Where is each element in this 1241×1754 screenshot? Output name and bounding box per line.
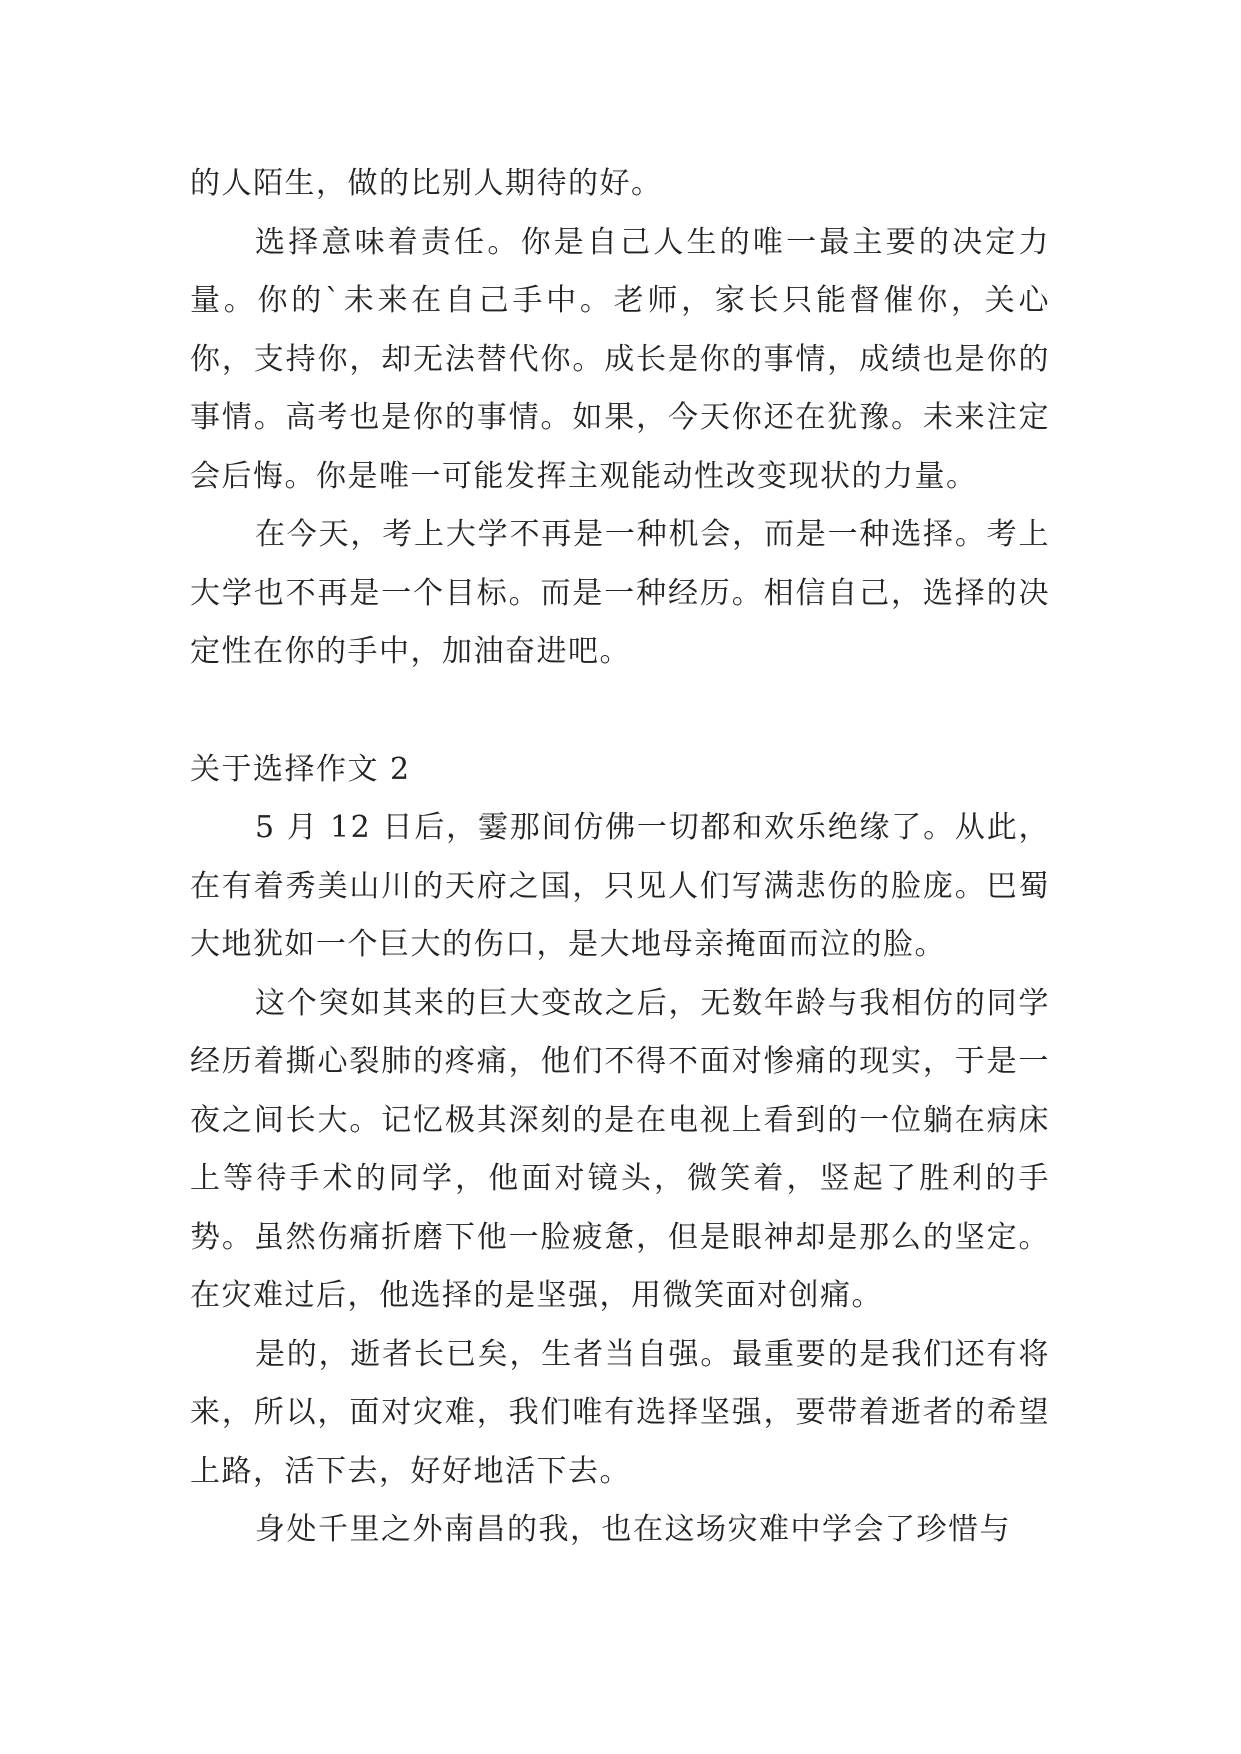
paragraph-continuation: 的人陌生，做的比别人期待的好。 xyxy=(190,166,663,201)
paragraph-responsibility: 选择意味着责任。你是自己人生的唯一最主要的决定力量。你的`未来在自己手中。老师，家长只能督催你，关心你，支持你，却无法替代你。成长是你的事情，成绩也是你的事情。高考也是你的事情。如果，今天你还在犹豫。未来注定会后悔。你是唯一可能发挥主观能动性改变现状的力量。 xyxy=(190,224,1050,494)
section-title: 关于选择作文 2 xyxy=(190,751,411,787)
paragraph-classmates: 这个突如其来的巨大变故之后，无数年龄与我相仿的同学经历着撕心裂肺的疼痛，他们不得不面对惨痛的现实，于是一夜之间长大。记忆极其深刻的是在电视上看到的一位躺在病床上等待手术的同学，他面对镜头，微笑着，竖起了胜利的手势。虽然伤痛折磨下他一脸疲惫，但是眼神却是那么的坚定。在灾难过后，他选择的是坚强，用微笑面对创痛。 xyxy=(190,985,1050,1313)
paragraph-nanchang: 身处千里之外南昌的我，也在这场灾难中学会了珍惜与 xyxy=(255,1512,1011,1547)
document-body xyxy=(190,155,1050,1560)
paragraph-may-12: 5 月 12 日后，霎那间仿佛一切都和欢乐绝缘了。从此，在有着秀美山川的天府之国，只见人们写满悲伤的脸庞。巴蜀大地犹如一个巨大的伤口，是大地母亲掩面而泣的脸。 xyxy=(190,810,1050,962)
paragraph-strength: 是的，逝者长已矣，生者当自强。最重要的是我们还有将来，所以，面对灾难，我们唯有选择坚强，要带着逝者的希望上路，活下去，好好地活下去。 xyxy=(190,1336,1050,1489)
paragraph-today: 在今天，考上大学不再是一种机会，而是一种选择。考上大学也不再是一个目标。而是一种经历。相信自己，选择的决定性在你的手中，加油奋进吧。 xyxy=(190,517,1050,669)
